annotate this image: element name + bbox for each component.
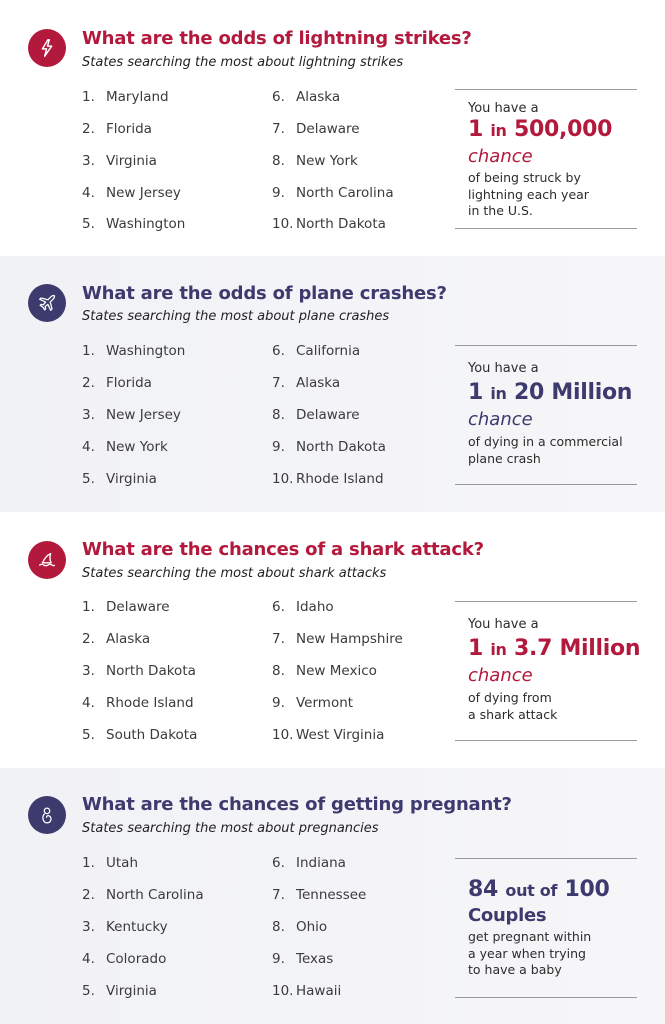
plane-section: [0, 256, 665, 512]
callout-chance: chance: [468, 409, 533, 430]
list-item: 9. North Carolina: [272, 185, 394, 201]
odds-callout: [455, 601, 641, 741]
list-item: 2. Florida: [82, 121, 152, 137]
list-item: 3. Virginia: [82, 153, 157, 169]
list-item: 9. Texas: [272, 951, 334, 967]
callout-odds: 1 in 500,000: [468, 117, 613, 142]
callout-description: of dying from a shark attack: [468, 690, 558, 722]
section-title: What are the chances of getting pregnant?: [82, 794, 512, 815]
list-item: 7. Delaware: [272, 121, 360, 137]
list-item: 7. Tennessee: [272, 887, 367, 903]
odds-callout: [455, 345, 637, 485]
odds-callout: [455, 858, 637, 998]
callout-chance: chance: [468, 665, 533, 686]
shark-badge: [28, 541, 66, 579]
list-item: 7. Alaska: [272, 375, 341, 391]
section-subtitle: States searching the most about pregnancies: [82, 821, 379, 836]
list-item: 5. Virginia: [82, 471, 157, 487]
list-item: 2. Alaska: [82, 631, 151, 647]
lightning-badge: [28, 29, 66, 67]
list-item: 4. Rhode Island: [82, 695, 194, 711]
callout-chance: chance: [468, 146, 533, 167]
list-item: 8. Ohio: [272, 919, 328, 935]
callout-description: get pregnant within a year when trying to have a baby: [468, 929, 592, 977]
list-item: 1. Maryland: [82, 89, 169, 105]
list-item: 4. Colorado: [82, 951, 167, 967]
list-item: 3. North Dakota: [82, 663, 196, 679]
list-item: 8. New York: [272, 153, 358, 169]
lightning-icon: [36, 37, 58, 59]
pregnancy-section: [0, 768, 665, 1024]
list-item: 1. Washington: [82, 343, 186, 359]
section-subtitle: States searching the most about shark attacks: [82, 566, 387, 581]
section-subtitle: States searching the most about plane crashes: [82, 309, 390, 324]
list-item: 9. Vermont: [272, 695, 354, 711]
callout-couples: Couples: [468, 905, 547, 926]
lightning-section: [0, 0, 665, 256]
list-item: 6. Idaho: [272, 599, 334, 615]
list-item: 1. Utah: [82, 855, 139, 871]
pregnancy-icon: [36, 804, 58, 826]
list-item: 5. Virginia: [82, 983, 157, 999]
list-item: 4. New Jersey: [82, 185, 181, 201]
airplane-icon: [36, 292, 58, 314]
list-item: 9. North Dakota: [272, 439, 386, 455]
callout-intro: You have a: [468, 101, 539, 116]
odds-callout: [455, 89, 637, 229]
list-item: 4. New York: [82, 439, 168, 455]
shark-section: [0, 512, 665, 768]
pregnancy-badge: [28, 796, 66, 834]
section-title: What are the odds of lightning strikes?: [82, 28, 472, 49]
section-title: What are the chances of a shark attack?: [82, 539, 484, 560]
section-subtitle: States searching the most about lightning strikes: [82, 55, 404, 70]
callout-intro: You have a: [468, 361, 539, 376]
list-item: 2. North Carolina: [82, 887, 204, 903]
list-item: 3. New Jersey: [82, 407, 181, 423]
list-item: 6. Indiana: [272, 855, 346, 871]
list-item: 3. Kentucky: [82, 919, 168, 935]
list-item: 10. Hawaii: [272, 983, 342, 999]
list-item: 10. North Dakota: [272, 216, 386, 232]
list-item: 6. California: [272, 343, 361, 359]
list-item: 5. South Dakota: [82, 727, 198, 743]
list-item: 8. Delaware: [272, 407, 360, 423]
shark-fin-icon: [36, 549, 58, 571]
list-item: 7. New Hampshire: [272, 631, 403, 647]
list-item: 8. New Mexico: [272, 663, 377, 679]
list-item: 10. Rhode Island: [272, 471, 384, 487]
section-title: What are the odds of plane crashes?: [82, 283, 447, 304]
callout-odds: 84 out of 100: [468, 877, 610, 902]
list-item: 1. Delaware: [82, 599, 170, 615]
callout-odds: 1 in 20 Million: [468, 380, 633, 405]
callout-intro: You have a: [468, 617, 539, 632]
list-item: 2. Florida: [82, 375, 152, 391]
callout-description: of being struck by lightning each year in the U.S.: [468, 170, 589, 218]
list-item: 5. Washington: [82, 216, 186, 232]
list-item: 10. West Virginia: [272, 727, 385, 743]
callout-description: of dying in a commercial plane crash: [468, 434, 623, 466]
list-item: 6. Alaska: [272, 89, 341, 105]
plane-badge: [28, 284, 66, 322]
callout-odds: 1 in 3.7 Million: [468, 636, 641, 661]
